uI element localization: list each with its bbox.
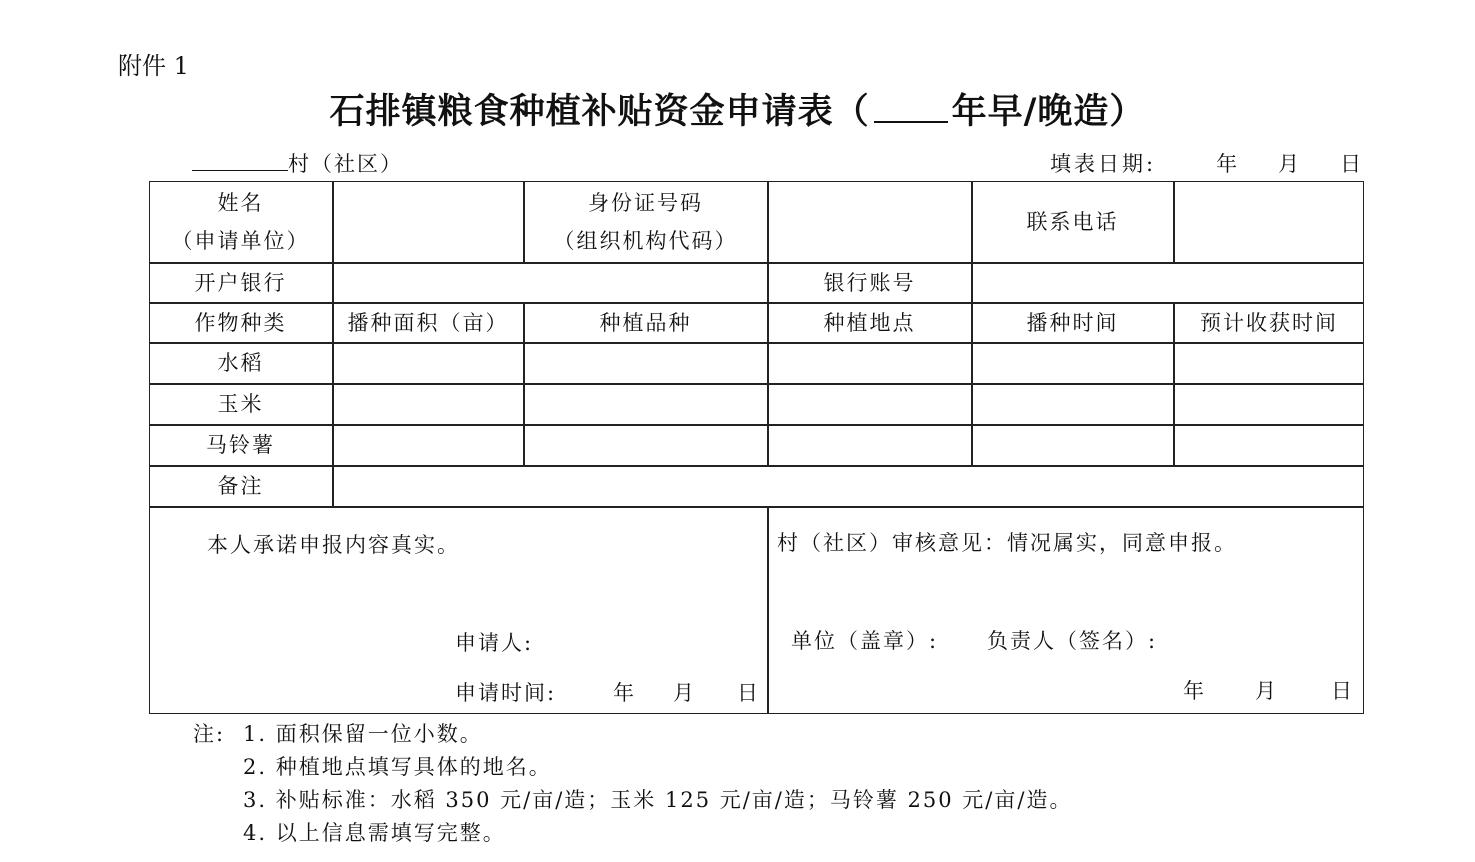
account-label-cell [768,263,971,302]
grid-line [149,506,1364,508]
review-month: 月 [1255,679,1278,703]
id-label-sub: （组织机构代码） [553,228,738,253]
fill-date-day: 日 [1340,152,1365,176]
name-label-cell [149,181,332,262]
remark-label-cell [149,466,332,506]
name-label-sub: （申请单位） [171,228,310,253]
bank-label-cell [149,263,332,302]
rice-sow-input[interactable] [972,343,1173,383]
header-text: 播种面积（亩） [347,310,509,335]
potato-area-input[interactable] [333,425,523,465]
apply-year: 年 [613,681,636,705]
note-item [193,751,1072,784]
crop-name: 水稻 [217,351,264,375]
phone-label-cell [972,181,1173,262]
review-unit-label: 单位（盖章）: [791,629,939,653]
corn-area-input[interactable] [333,384,523,424]
header-variety [524,303,767,342]
grid-line [767,506,769,714]
note-item [193,718,1072,751]
notes-lead: 注: [193,722,226,746]
notes [193,718,1072,850]
rice-location-input[interactable] [768,343,971,383]
crop-rice-label [149,343,332,383]
review-year: 年 [1183,679,1206,703]
apply-month: 月 [673,681,696,705]
header-text: 种植品种 [599,310,692,335]
name-input[interactable] [333,181,523,262]
id-input[interactable] [768,181,971,262]
rice-harvest-input[interactable] [1174,343,1364,383]
page-title [0,84,1475,134]
note-item [193,784,1072,817]
account-input[interactable] [972,263,1364,302]
header-text: 种植地点 [823,310,916,335]
village-label: 村（社区） [288,152,403,176]
corn-harvest-input[interactable] [1174,384,1364,424]
crop-corn-label [149,384,332,424]
rice-variety-input[interactable] [524,343,767,383]
header-text: 作物种类 [194,310,287,335]
attachment-label: 附件 1 [118,52,189,80]
potato-sow-input[interactable] [972,425,1173,465]
phone-input[interactable] [1174,181,1364,262]
account-label: 银行账号 [823,270,916,295]
applicant-signature-input[interactable] [549,621,759,661]
name-label: 姓名 [217,190,264,215]
note-text: 1. 面积保留一位小数。 [243,722,483,746]
header-area [333,303,523,342]
review-person-label: 负责人（签名）: [987,629,1158,653]
year-blank[interactable] [874,91,948,123]
title-prefix: 石排镇粮食种植补贴资金申请表（ [329,91,870,132]
fill-date-month: 月 [1278,152,1303,176]
remark-label: 备注 [217,474,264,498]
header-text: 预计收获时间 [1200,310,1338,335]
header-text: 播种时间 [1026,310,1119,335]
note-text: 4. 以上信息需填写完整。 [243,821,506,845]
fill-date-year: 年 [1216,152,1241,176]
rice-area-input[interactable] [333,343,523,383]
corn-location-input[interactable] [768,384,971,424]
title-suffix: 年早/晚造） [951,91,1146,132]
potato-variety-input[interactable] [524,425,767,465]
note-item [193,817,1072,850]
header-crop-type [149,303,332,342]
bank-label: 开户银行 [194,270,287,295]
bank-input[interactable] [333,263,767,302]
potato-harvest-input[interactable] [1174,425,1364,465]
remark-input[interactable] [333,466,1364,506]
crop-name: 玉米 [217,392,264,416]
header-location [768,303,971,342]
apply-day: 日 [737,681,760,705]
review-day: 日 [1331,679,1354,703]
id-label: 身份证号码 [588,190,703,215]
id-label-cell [524,181,767,262]
village-blank[interactable] [192,148,288,171]
corn-sow-input[interactable] [972,384,1173,424]
fill-date [1050,148,1364,178]
note-text: 3. 补贴标准：水稻 350 元/亩/造；玉米 125 元/亩/造；马铃薯 250 元/亩/造。 [243,788,1073,812]
pledge-statement: 本人承诺申报内容真实。 [207,533,460,557]
village-line [192,148,403,178]
phone-label: 联系电话 [1026,209,1119,234]
header-sow-time [972,303,1173,342]
potato-location-input[interactable] [768,425,971,465]
applicant-label: 申请人: [455,631,534,655]
note-text: 2. 种植地点填写具体的地名。 [243,755,552,779]
review-statement: 村（社区）审核意见：情况属实，同意申报。 [777,531,1237,555]
fill-date-label: 填表日期: [1050,152,1157,176]
corn-variety-input[interactable] [524,384,767,424]
crop-potato-label [149,425,332,465]
header-harvest-time [1174,303,1364,342]
crop-name: 马铃薯 [206,433,275,457]
apply-time-label: 申请时间: [455,681,557,705]
application-form [149,181,1364,714]
